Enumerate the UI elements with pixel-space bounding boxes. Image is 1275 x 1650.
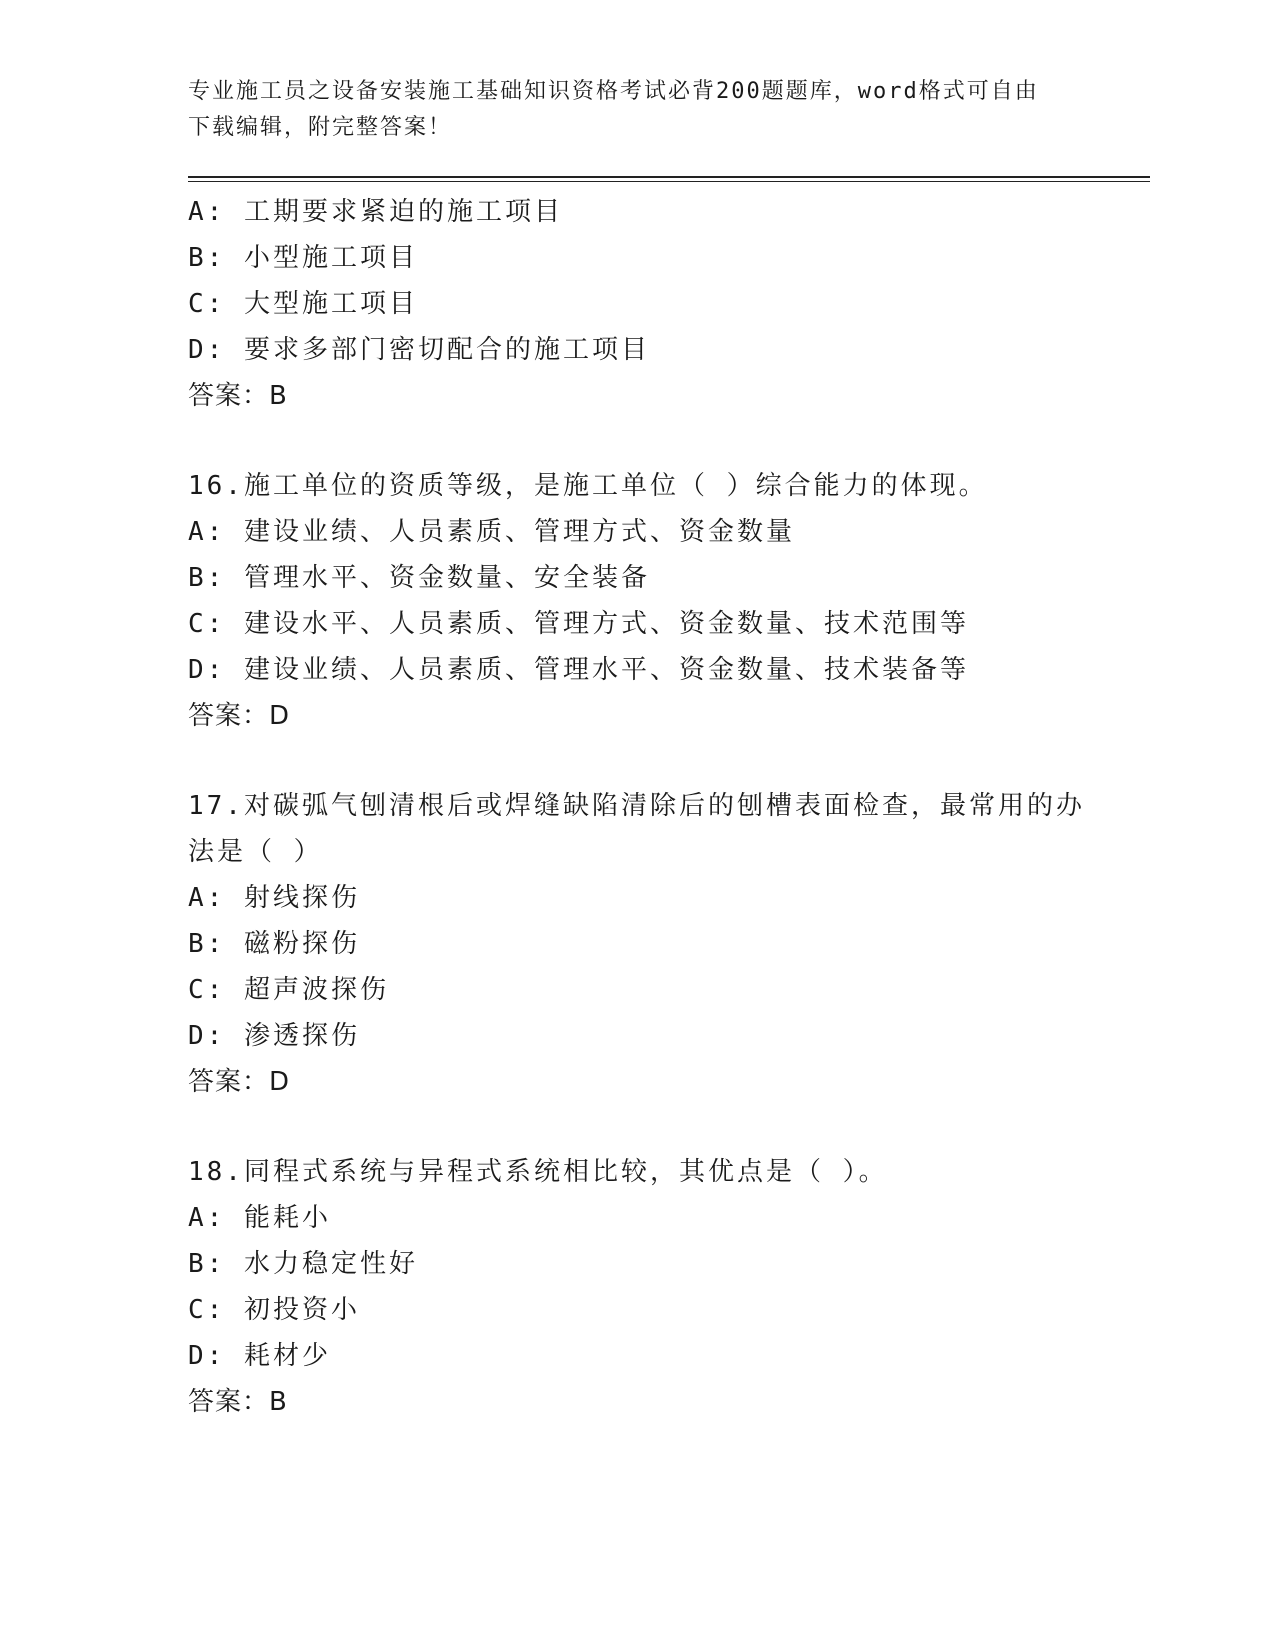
- spacer: [188, 739, 1088, 783]
- header-line-2: 下载编辑，附完整答案！: [188, 115, 453, 140]
- answer-label: 答案：B: [188, 381, 288, 411]
- option-b: B: 磁粉探伤: [188, 929, 360, 959]
- option-d: D: 建设业绩、人员素质、管理水平、资金数量、技术装备等: [188, 655, 969, 685]
- option-d: D: 渗透探伤: [188, 1021, 360, 1051]
- question-text-line-1: 17.对碳弧气刨清根后或焊缝缺陷清除后的刨槽表面检查，最常用的办: [188, 791, 1085, 821]
- option-a: A: 射线探伤: [188, 883, 360, 913]
- question-text: 18.同程式系统与异程式系统相比较，其优点是（ ）。: [188, 1157, 888, 1187]
- header-line-1: 专业施工员之设备安装施工基础知识资格考试必背200题题库，word格式可自由: [188, 79, 1039, 104]
- question-16-block: [188, 463, 1088, 739]
- question-text: 16.施工单位的资质等级，是施工单位（ ）综合能力的体现。: [188, 471, 988, 501]
- option-c: C: 初投资小: [188, 1295, 360, 1325]
- option-d: D: 要求多部门密切配合的施工项目: [188, 335, 650, 365]
- option-d: D: 耗材少: [188, 1341, 331, 1371]
- question-17-block: [188, 783, 1088, 1105]
- option-a: A: 能耗小: [188, 1203, 331, 1233]
- question-15-block: [188, 189, 1088, 419]
- option-b: B: 管理水平、资金数量、安全装备: [188, 563, 650, 593]
- option-c: C: 大型施工项目: [188, 289, 418, 319]
- document-header: [188, 74, 1068, 146]
- answer-label: 答案：D: [188, 1067, 291, 1097]
- header-divider-thick: [188, 176, 1150, 178]
- option-a: A: 建设业绩、人员素质、管理方式、资金数量: [188, 517, 795, 547]
- answer-label: 答案：B: [188, 1387, 288, 1417]
- option-a: A: 工期要求紧迫的施工项目: [188, 197, 563, 227]
- option-c: C: 建设水平、人员素质、管理方式、资金数量、技术范围等: [188, 609, 969, 639]
- spacer: [188, 419, 1088, 463]
- option-b: B: 小型施工项目: [188, 243, 418, 273]
- question-text-line-2: 法是（ ）: [188, 837, 323, 867]
- question-list: [188, 189, 1088, 1425]
- answer-label: 答案：D: [188, 701, 291, 731]
- header-divider-thin: [188, 181, 1150, 182]
- option-b: B: 水力稳定性好: [188, 1249, 418, 1279]
- spacer: [188, 1105, 1088, 1149]
- question-18-block: [188, 1149, 1088, 1425]
- option-c: C: 超声波探伤: [188, 975, 389, 1005]
